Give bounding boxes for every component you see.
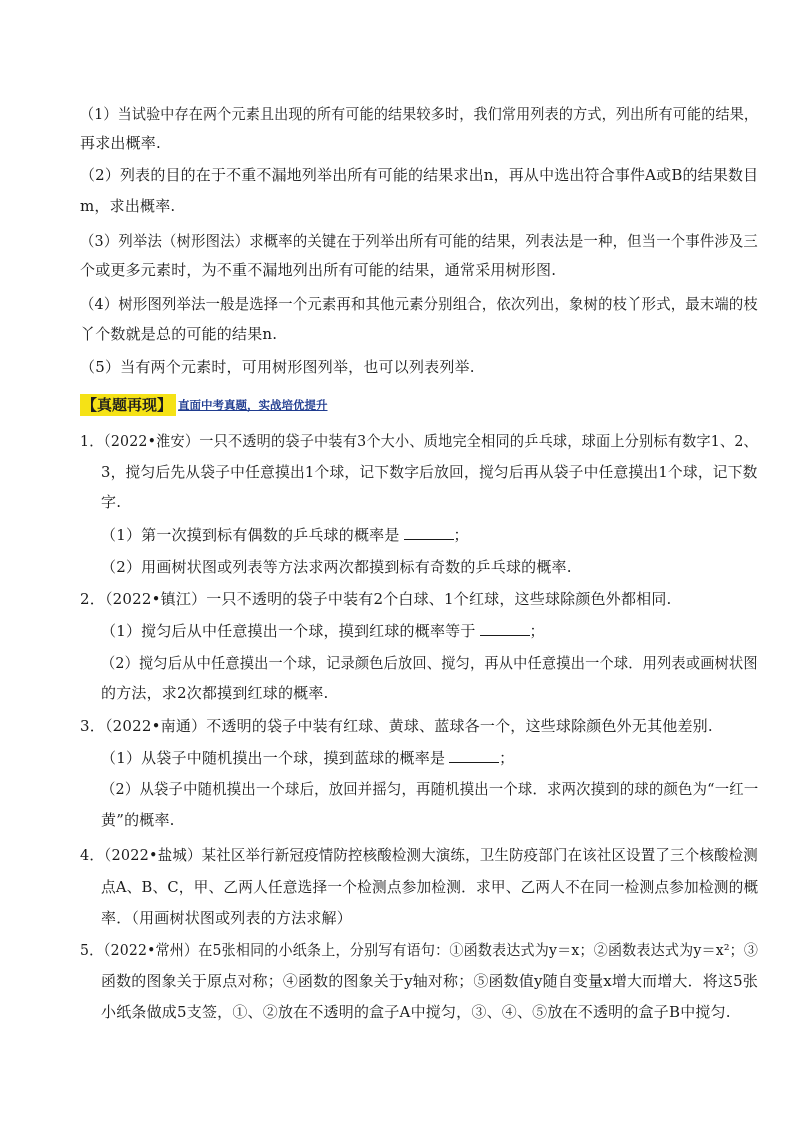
problem-2-question-2-line-1: （2）搅匀后从中任意摸出一个球，记录颜色后放回、搅匀，再从中任意摸出一个球．用列表或画树状图 [101, 654, 758, 672]
problem-3-line-1: 3．（2022•南通）不透明的袋子中装有红球、黄球、蓝球各一个，这些球除颜色外无其他差别. [80, 717, 713, 735]
problem-1-line-3: 字. [101, 493, 122, 511]
note-2-line-1: （2）列表的目的在于不重不漏地列举出所有可能的结果求出n，再从中选出符合事件A或B的结果数目 [80, 166, 759, 184]
problem-1-question-2: （2）用画树状图或列表等方法求两次都摸到标有奇数的乒乓球的概率. [101, 558, 572, 576]
note-1-line-1: （1）当试验中存在两个元素且出现的所有可能的结果较多时，我们常用列表的方式，列出所有可能的结果， [80, 105, 759, 123]
question-text: （1）搅匀后从中任意摸出一个球，摸到红球的概率等于 [101, 622, 476, 640]
banner-title: 【真题再现】 [80, 394, 176, 416]
question-end: ； [453, 526, 469, 544]
note-4-line-1: （4）树形图列举法一般是选择一个元素再和其他元素分别组合，依次列出，象树的枝丫形式，最末端的枝 [80, 295, 758, 313]
answer-blank[interactable] [449, 748, 499, 763]
note-5-line-1: （5）当有两个元素时，可用树形图列举，也可以列表列举. [80, 358, 475, 376]
problem-4-line-3: 率．（用画树状图或列表的方法求解） [101, 909, 352, 927]
note-4-line-2: 丫个数就是总的可能的结果n. [80, 325, 278, 343]
note-3-line-2: 个或更多元素时，为不重不漏地列出所有可能的结果，通常采用树形图. [80, 261, 557, 279]
question-text: （1）第一次摸到标有偶数的乒乓球的概率是 [101, 526, 400, 544]
problem-3-question-2-line-1: （2）从袋子中随机摸出一个球后，放回并摇匀，再随机摸出一个球．求两次摸到的球的颜色为“一红一 [101, 780, 759, 798]
problem-5-line-1: 5．（2022•常州）在5张相同的小纸条上，分别写有语句：①函数表达式为y＝x；②函数表达式为y＝x²；③ [80, 941, 759, 959]
problem-5-line-2: 函数的图象关于原点对称；④函数的图象关于y轴对称；⑤函数值y随自变量x增大而增大．将这5张 [101, 972, 758, 990]
answer-blank[interactable] [404, 525, 454, 540]
note-2-line-2: m，求出概率. [80, 197, 176, 215]
note-3-line-1: （3）列举法（树形图法）求概率的关键在于列举出所有可能的结果，列表法是一种，但当一个事件涉及三 [80, 232, 758, 250]
problem-2-question-2-line-2: 的方法，求2次都摸到红球的概率. [101, 684, 329, 702]
problem-1-line-1: 1．（2022•淮安）一只不透明的袋子中装有3个大小、质地完全相同的乒乓球，球面上分别标有数字1、2、 [80, 432, 758, 450]
note-1-line-2: 再求出概率. [80, 134, 161, 152]
problem-2-question-1 [101, 621, 545, 641]
problem-1-question-1 [101, 525, 469, 545]
problem-4-line-2: 点A、B、C，甲、乙两人任意选择一个检测点参加检测．求甲、乙两人不在同一检测点参加检测的概 [101, 878, 759, 896]
answer-blank[interactable] [480, 621, 530, 636]
question-end: ； [529, 622, 545, 640]
question-end: ； [499, 749, 515, 767]
section-banner [80, 394, 328, 416]
banner-subtitle: 直面中考真题，实战培优提升 [178, 398, 328, 412]
problem-3-question-2-line-2: 黄”的概率. [101, 811, 175, 829]
question-text: （1）从袋子中随机摸出一个球，摸到蓝球的概率是 [101, 749, 446, 767]
problem-3-question-1 [101, 748, 514, 768]
problem-4-line-1: 4．（2022•盐城）某社区举行新冠疫情防控核酸检测大演练，卫生防疫部门在该社区设置了三个核酸检测 [80, 846, 758, 864]
problem-1-line-2: 3，搅匀后先从袋子中任意摸出1个球，记下数字后放回，搅匀后再从袋子中任意摸出1个球，记下数 [101, 463, 758, 481]
problem-2-line-1: 2．（2022•镇江）一只不透明的袋子中装有2个白球、1个红球，这些球除颜色外都相同. [80, 590, 672, 608]
problem-5-line-3: 小纸条做成5支签，①、②放在不透明的盒子A中搅匀，③、④、⑤放在不透明的盒子B中搅匀. [101, 1003, 731, 1021]
